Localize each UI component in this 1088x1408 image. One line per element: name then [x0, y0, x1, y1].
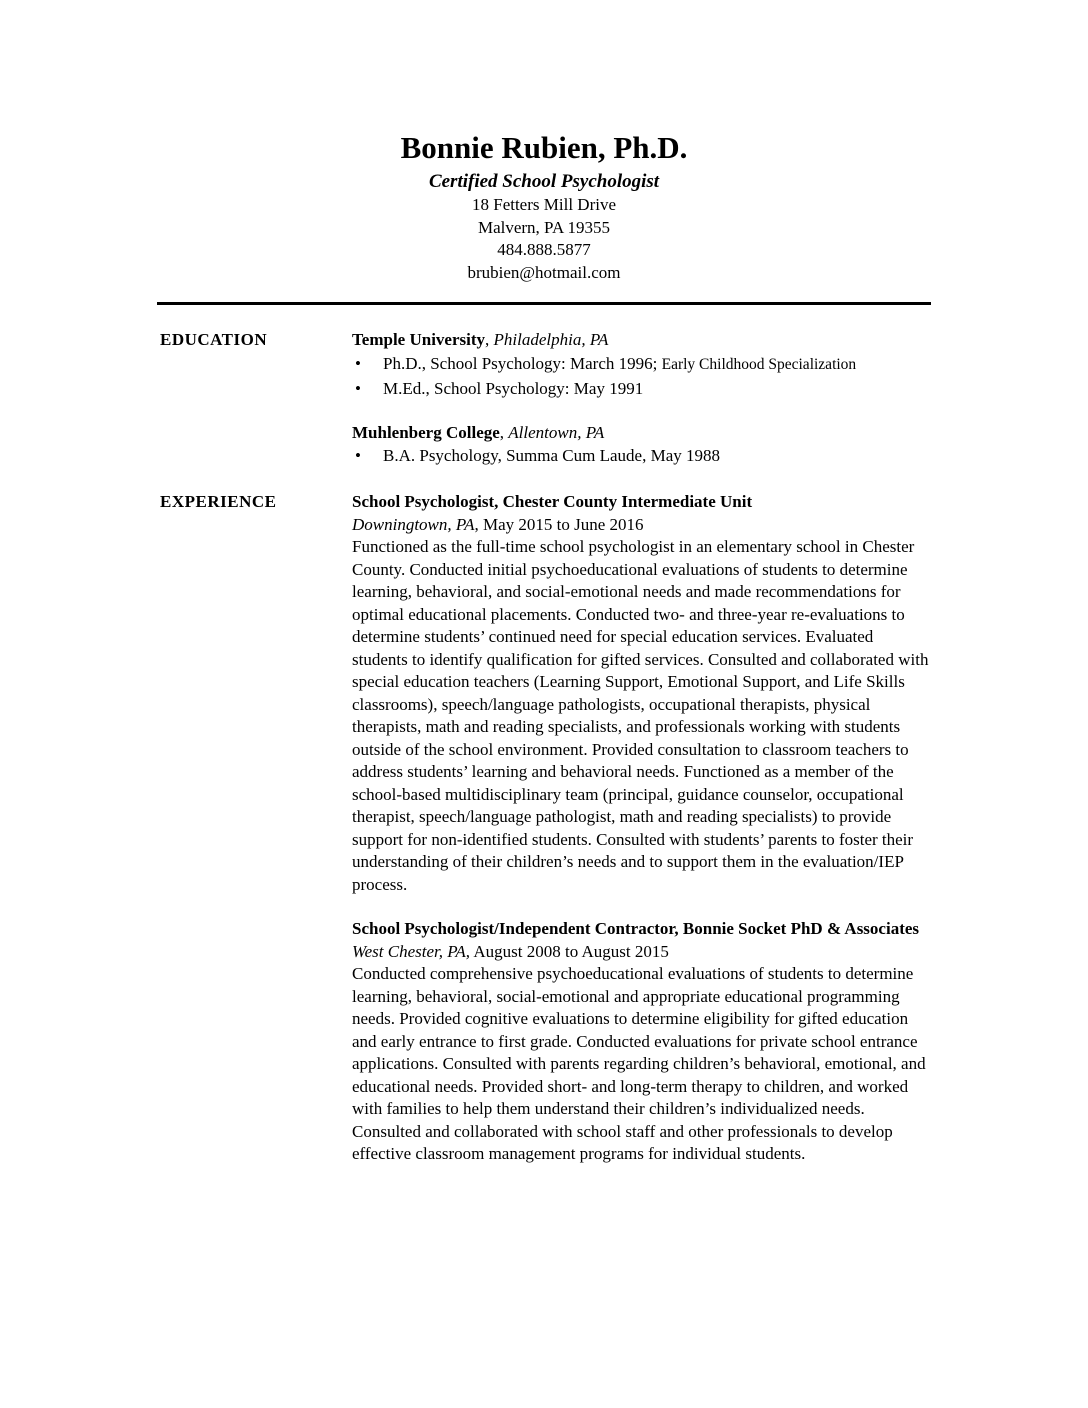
degree-list	[352, 352, 932, 401]
address-line-1: 18 Fetters Mill Drive	[471, 195, 616, 214]
candidate-name: Bonnie Rubien, Ph.D.	[400, 130, 688, 165]
education-section	[352, 329, 932, 468]
candidate-title: Certified School Psychologist	[428, 171, 660, 192]
resume-header	[0, 128, 1088, 284]
experience-label: EXPERIENCE	[160, 492, 277, 511]
job-title: School Psychologist/Independent Contractor, Bonnie Socket PhD & Associates	[352, 919, 920, 938]
bullet-icon: •	[355, 446, 361, 465]
school-entry: Temple University, Philadelphia, PA	[352, 330, 609, 349]
job-dates: , May 2015 to June 2016	[474, 514, 644, 534]
degree-list	[352, 444, 932, 468]
job-location: West Chester, PA,	[352, 941, 471, 961]
school-location: Philadelphia, PA	[493, 330, 609, 349]
email-address: brubien@hotmail.com	[467, 262, 621, 282]
job-entry	[352, 491, 932, 896]
job-title: School Psychologist, Chester County Intermediate Unit	[352, 492, 753, 511]
job-dates: August 2008 to August 2015	[470, 941, 669, 961]
job-entry	[352, 918, 932, 1166]
job-meta	[352, 514, 932, 537]
job-meta	[352, 941, 932, 964]
job-description: Functioned as the full-time school psychologist in an elementary school in Chester County. Conducted initial psychoeducational evaluations of students to determine learning, behavioral, and social-emotional needs and made recommendations for optimal educational placements. Conducted two- and three-year re-evaluations to determine students’ continued need for special education services. Evaluated students to identify qualification for gifted services. Consulted and collaborated with special education teachers (Learning Support, Emotional Support, and Life Skills classrooms), speech/language pathologists, occupational therapists, physical therapists, math and reading specialists, and professionals working with students outside of the school environment. Provided consultation to classroom teachers to address students’ learning and behavioral needs. Functioned as a member of the school-based multidisciplinary team (principal, guidance counselor, occupational therapist, speech/language pathologist, math and reading specialists) to provide support for non-identified students. Consulted with students’ parents to foster their understanding of their children’s needs and to support them in the evaluation/IEP process.	[352, 537, 929, 894]
degree-item: • Ph.D., School Psychology: March 1996; Early Childhood Specialization	[352, 352, 932, 377]
school-name: Muhlenberg College	[352, 422, 500, 442]
job-location: Downingtown, PA	[352, 514, 475, 534]
phone-number: 484.888.5877	[497, 240, 591, 259]
degree-item: • B.A. Psychology, Summa Cum Laude, May 1988	[352, 444, 932, 468]
address-line-2: Malvern, PA 19355	[477, 217, 611, 237]
bullet-icon: •	[355, 378, 361, 398]
school-location: Allentown, PA	[508, 422, 605, 442]
degree-item: • M.Ed., School Psychology: May 1991	[352, 377, 932, 401]
education-label: EDUCATION	[160, 330, 268, 349]
bullet-icon: •	[355, 353, 361, 373]
job-description: Conducted comprehensive psychoeducational evaluations of students to determine learning, behavioral, social-emotional and appropriate educational programming needs. Provided cognitive evaluations to determine eligibility for gifted education and early entrance to first grade. Conducted evaluations for private school entrance applications. Consulted with parents regarding children’s behavioral, emotional, and educational needs. Provided short- and long-term therapy to children, and worked with families to help them understand their children’s individualized needs. Consulted and collaborated with school staff and other professionals to develop effective classroom management programs for individual students.	[352, 964, 926, 1163]
school-name: Temple University	[352, 330, 486, 349]
school-entry: Muhlenberg College, Allentown, PA	[352, 422, 605, 442]
experience-section	[352, 491, 932, 1166]
header-divider	[157, 302, 931, 305]
